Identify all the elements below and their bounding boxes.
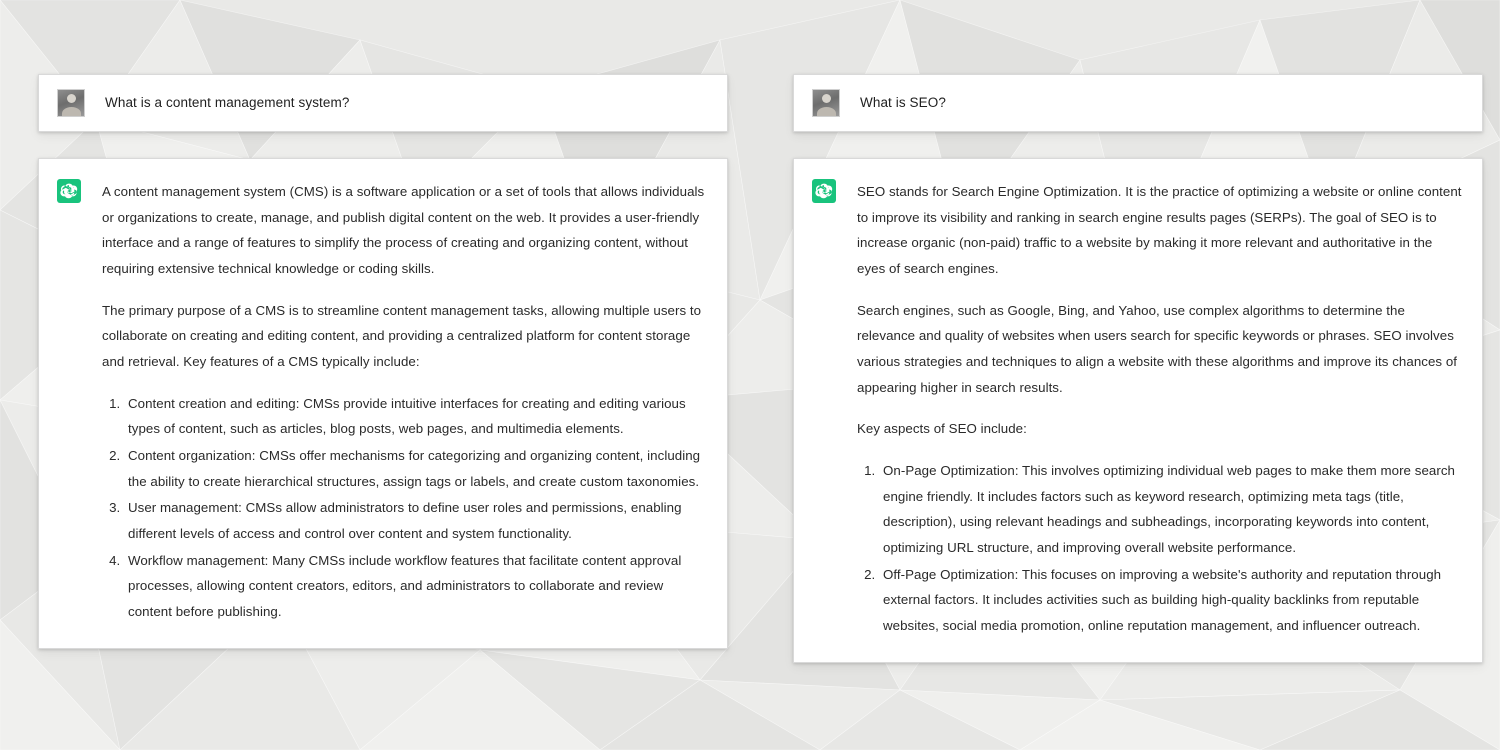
conversation-left — [38, 74, 728, 649]
answer-body — [102, 179, 709, 626]
user-question-card — [793, 74, 1483, 132]
answer-paragraph: Key aspects of SEO include: — [857, 421, 1027, 437]
user-question-card — [38, 74, 728, 132]
answer-list-item: 4. Workflow management: Many CMSs include workflow features that facilitate content approval processes, allowing content creators, editors, and administrators to collaborate and review content before publishing. — [124, 548, 709, 625]
answer-body — [857, 179, 1464, 640]
answer-list-item: 3. User management: CMSs allow administrators to define user roles and permissions, enabling different levels of access and control over content and system functionality. — [124, 495, 709, 546]
openai-logo-icon — [812, 179, 836, 203]
answer-paragraph: Search engines, such as Google, Bing, and Yahoo, use complex algorithms to determine the relevance and quality of websites when users search for specific keywords or phrases. SEO involves various strategies and techniques to align a website with these algorithms and improve its chances of appearing higher in search results. — [857, 302, 1458, 395]
conversation-right — [793, 74, 1483, 663]
answer-list-item: 2. Content organization: CMSs offer mechanisms for categorizing and organizing content, including the ability to create hierarchical structures, assign tags or labels, and create custom taxonomies. — [124, 443, 709, 494]
assistant-answer-card — [38, 158, 728, 649]
user-photo-avatar — [812, 89, 840, 117]
question-text: What is a content management system? — [105, 94, 350, 110]
assistant-answer-card — [793, 158, 1483, 663]
user-photo-avatar — [57, 89, 85, 117]
answer-list-item: 1. Content creation and editing: CMSs provide intuitive interfaces for creating and editing various types of content, such as articles, blog posts, web pages, and multimedia elements. — [124, 391, 709, 442]
question-text: What is SEO? — [860, 94, 946, 110]
answer-list-item: 1. On-Page Optimization: This involves optimizing individual web pages to make them more search engine friendly. It includes factors such as keyword research, optimizing meta tags (title, description), using relevant headings and subheadings, incorporating keywords into content, optimizing URL structure, and improving overall website performance. — [879, 458, 1464, 561]
openai-logo-icon — [57, 179, 81, 203]
answer-list — [857, 458, 1464, 639]
answer-paragraph: A content management system (CMS) is a software application or a set of tools that allows individuals or organizations to create, manage, and publish digital content on the web. It provides a user-friendly interface and a range of features to simplify the process of creating and organizing content, without requiring extensive technical knowledge or coding skills. — [102, 184, 705, 276]
answer-paragraph: The primary purpose of a CMS is to streamline content management tasks, allowing multiple users to collaborate on creating and editing content, and providing a centralized platform for content storage and retrieval. Key features of a CMS typically include: — [102, 302, 702, 369]
answer-paragraph: SEO stands for Search Engine Optimization. It is the practice of optimizing a website or online content to improve its visibility and ranking in search engine results pages (SERPs). The goal of SEO is to increase organic (non-paid) traffic to a website by making it more relevant and authoritative in the eyes of search engines. — [857, 184, 1462, 276]
answer-list-item: 2. Off-Page Optimization: This focuses on improving a website's authority and reputation through external factors. It includes activities such as building high-quality backlinks from reputable websites, social media promotion, online reputation management, and influencer outreach. — [879, 562, 1464, 639]
answer-list — [102, 391, 709, 625]
